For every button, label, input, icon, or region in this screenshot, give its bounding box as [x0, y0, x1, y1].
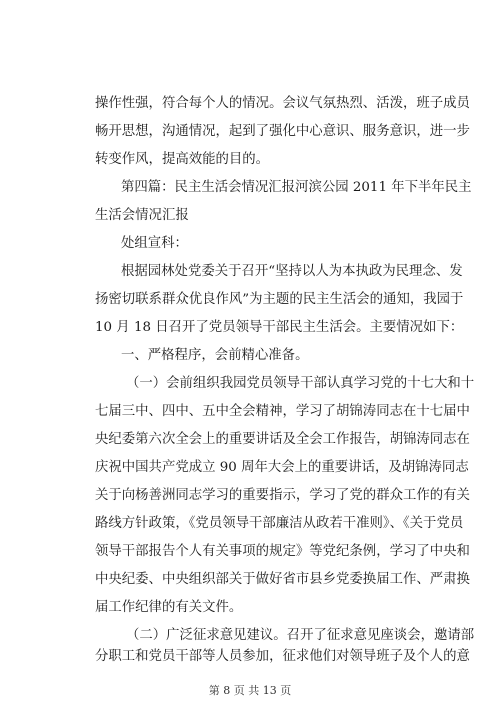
subheading: 一、严格程序，会前精心准备。: [121, 348, 309, 363]
body-text-line: 关于向杨善洲同志学习的重要指示，学习了党的群众工作的有关: [95, 488, 470, 503]
body-text-line: 届工作纪律的有关文件。: [95, 600, 243, 615]
body-text-line: 操作性强，符合每个人的情况。会议气氛热烈、活泼，班子成员: [95, 96, 470, 111]
body-text-line: 领导干部报告个人有关事项的规定》等党纪条例，学习了中央和: [95, 544, 470, 559]
page-footer: 第 8 页 共 13 页: [208, 684, 292, 697]
body-text-line: 畅开思想，沟通情况，起到了强化中心意识、服务意识，进一步: [95, 124, 470, 139]
body-text-line: 庆祝中国共产党成立 90 周年大会上的重要讲话，及胡锦涛同志: [95, 460, 469, 475]
body-text-line: 扬密切联系群众优良作风”为主题的民主生活会的通知，我园于: [95, 292, 464, 307]
body-text-line: 七届三中、四中、五中全会精神，学习了胡锦涛同志在十七届中: [95, 404, 470, 419]
body-text-line: 10 月 18 日召开了党员领导干部民主生活会。主要情况如下：: [95, 320, 464, 335]
section-heading-line: 生活会情况汇报: [95, 208, 189, 223]
body-text-line: 央纪委第六次全会上的重要讲话及全会工作报告，胡锦涛同志在: [95, 432, 470, 447]
body-text-line: （二）广泛征求意见建议。召开了征求意见座谈会，邀请部: [126, 628, 475, 643]
body-text-line: 路线方针政策，《党员领导干部廉洁从政若干准则》、《关于党员: [95, 516, 464, 531]
body-text-line: 根据园林处党委关于召开“坚持以人为本执政为民理念、发: [121, 264, 463, 279]
salutation: 处组宣科：: [121, 236, 188, 251]
body-text-line: 转变作风，提高效能的目的。: [95, 152, 270, 167]
body-text-line: 分职工和党员干部等人员参加，征求他们对领导班子及个人的意: [95, 649, 470, 664]
body-text-line: 中央纪委、中央组织部关于做好省市县乡党委换届工作、严肃换: [95, 572, 470, 587]
body-text-line: （一）会前组织我园党员领导干部认真学习党的十七大和十: [126, 376, 475, 391]
section-heading-line: 第四篇：民主生活会情况汇报河滨公园 2011 年下半年民主: [121, 180, 472, 195]
